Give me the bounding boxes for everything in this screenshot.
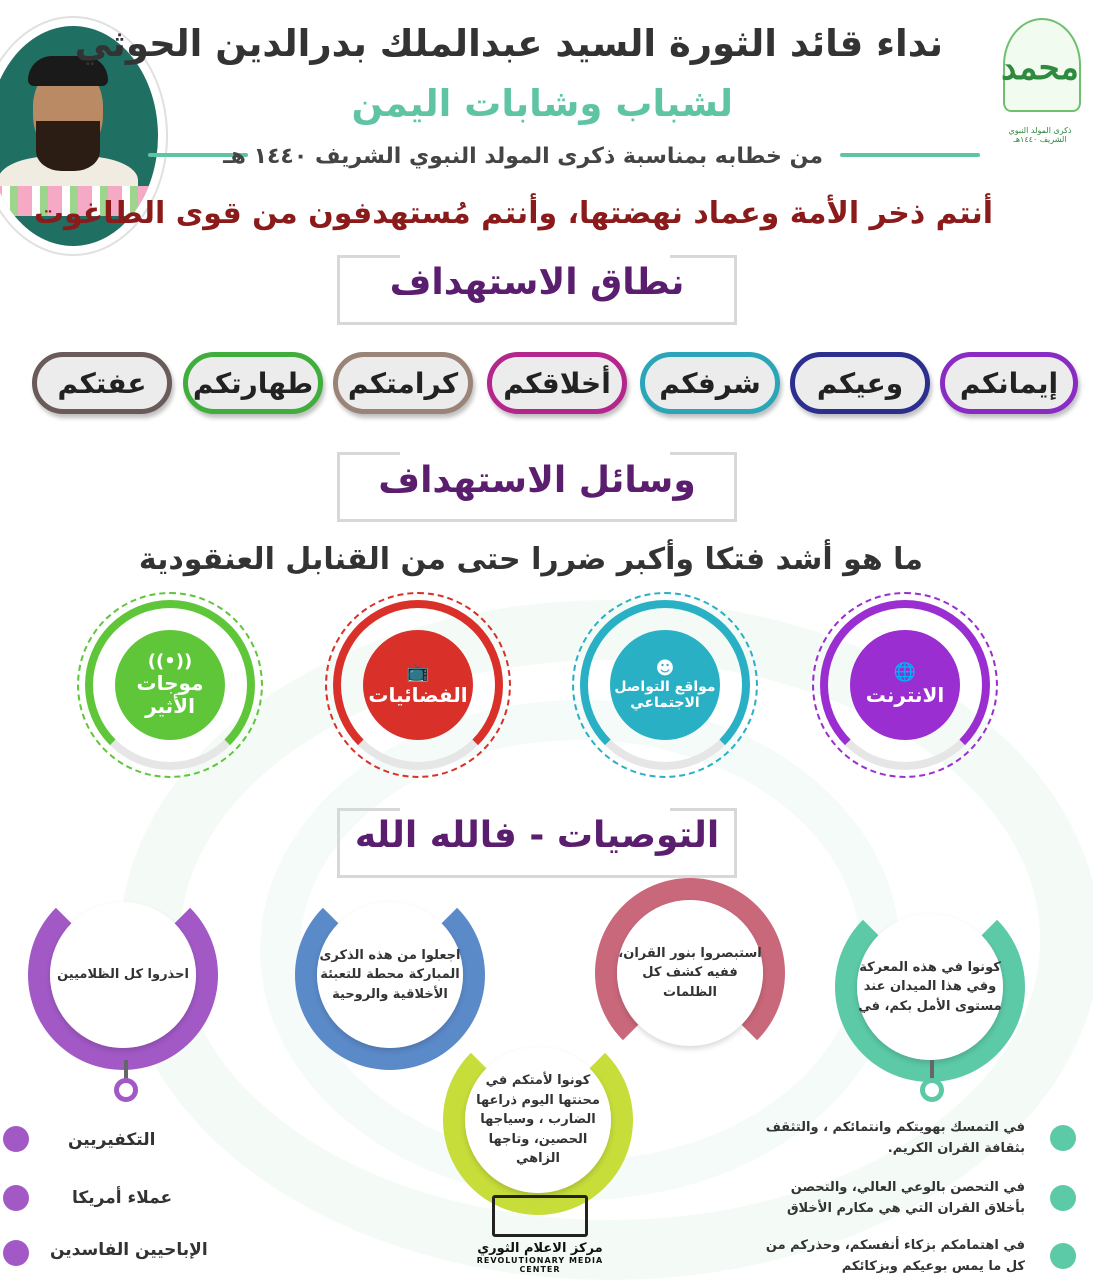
scope-pill: طهارتكم xyxy=(183,352,323,414)
page-title: نداء قائد الثورة السيد عبدالملك بدرالدين الحوثي xyxy=(74,22,943,65)
scope-pill: أخلاقكم xyxy=(487,352,627,414)
frame-gap xyxy=(400,805,670,811)
mawlid-logo xyxy=(995,8,1085,158)
media-center-name: مركز الاعلام الثوري xyxy=(477,1241,603,1256)
bullet-dot xyxy=(3,1185,29,1211)
recommendation-text: احذروا كل الظلاميين xyxy=(50,902,196,1048)
section-heading-recommendations: التوصيات - فالله الله xyxy=(354,815,720,856)
bullet-dot xyxy=(1050,1125,1076,1151)
means-circle xyxy=(610,630,720,740)
scope-pill: إيمانكم xyxy=(940,352,1078,414)
scope-pill: كرامتكم xyxy=(333,352,473,414)
page-subtitle: من خطابه بمناسبة ذكرى المولد النبوي الشريف ١٤٤٠ هـ xyxy=(223,144,823,169)
bullet-dot xyxy=(1050,1243,1076,1269)
scope-pill: وعيكم xyxy=(790,352,930,414)
divider-right xyxy=(840,153,980,157)
media-center-name-en: REVOLUTIONARY MEDIA CENTER xyxy=(476,1256,604,1274)
means-circle xyxy=(115,630,225,740)
globe-icon: 🌐 xyxy=(893,662,917,684)
connector-knob xyxy=(114,1078,138,1102)
media-center-logo xyxy=(465,1195,615,1275)
bullet-dot xyxy=(3,1126,29,1152)
means-label: الفضائيات xyxy=(368,682,468,707)
right-list-item: في اهتمامكم بزكاء أنفسكم، وحذركم من كل ما يمس بوعيكم وبزكائكم xyxy=(765,1238,1025,1274)
film-strip-icon xyxy=(492,1195,588,1237)
recommendation-text: استبصروا بنور القران، ففيه كشف كل الظلمات xyxy=(617,900,763,1046)
frame-gap xyxy=(400,449,670,455)
broadcast-icon: ((•)) xyxy=(147,650,193,672)
connector-stem xyxy=(124,1060,128,1080)
logo-word: محمد xyxy=(1001,48,1079,88)
section-heading-scope: نطاق الاستهداف xyxy=(389,262,685,303)
portrait-beard xyxy=(36,121,100,171)
means-label: الانترنت xyxy=(865,682,945,707)
user-icon: ☻ xyxy=(655,657,675,679)
means-circle xyxy=(850,630,960,740)
recommendation-text: كونوا في هذه المعركة وفي هذا الميدان عند مستوى الأمل بكم، في xyxy=(857,914,1003,1060)
left-list-item: عملاء أمريكا xyxy=(72,1188,173,1208)
bullet-dot xyxy=(3,1240,29,1266)
left-list-item: الإباحيين الفاسدين xyxy=(50,1240,208,1260)
recommendation-text: اجعلوا من هذه الذكرى المباركة محطة للتعبئة الأخلاقية والروحية xyxy=(317,902,463,1048)
left-list-item: التكفيريين xyxy=(68,1130,156,1150)
frame-gap xyxy=(400,252,670,258)
scope-pill: شرفكم xyxy=(640,352,780,414)
right-list-item: في التمسك بهويتكم وانتمائكم ، والتثقف بثقافة القران الكريم. xyxy=(765,1120,1025,1156)
tv-icon: 📺 xyxy=(406,662,430,684)
means-label: مواقع التواصل الاجتماعي xyxy=(614,679,716,712)
connector-stem xyxy=(930,1060,934,1080)
connector-knob xyxy=(920,1078,944,1102)
section-heading-means: وسائل الاستهداف xyxy=(378,460,696,501)
means-description: ما هو أشد فتكا وأكبر ضررا حتى من القنابل العنقودية xyxy=(138,542,923,577)
scope-pill: عفتكم xyxy=(32,352,172,414)
tagline: أنتم ذخر الأمة وعماد نهضتها، وأنتم مُستهدفون من قوى الطاغوت xyxy=(33,196,993,231)
right-list-item: في التحصن بالوعي العالي، والتحصن بأخلاق القران التي هي مكارم الأخلاق xyxy=(786,1180,1025,1216)
means-circle xyxy=(363,630,473,740)
recommendation-text: كونوا لأمتكم في محنتها اليوم ذراعها الضارب ، وسياجها الحصين، وتاجها الزاهي xyxy=(465,1047,611,1193)
logo-subtitle: ذكرى المولد النبوي الشريف ١٤٤٠هـ xyxy=(1008,126,1072,144)
means-label: موجات الأثير xyxy=(136,671,204,719)
page-title-audience: لشباب وشابات اليمن xyxy=(351,82,733,125)
bullet-dot xyxy=(1050,1185,1076,1211)
